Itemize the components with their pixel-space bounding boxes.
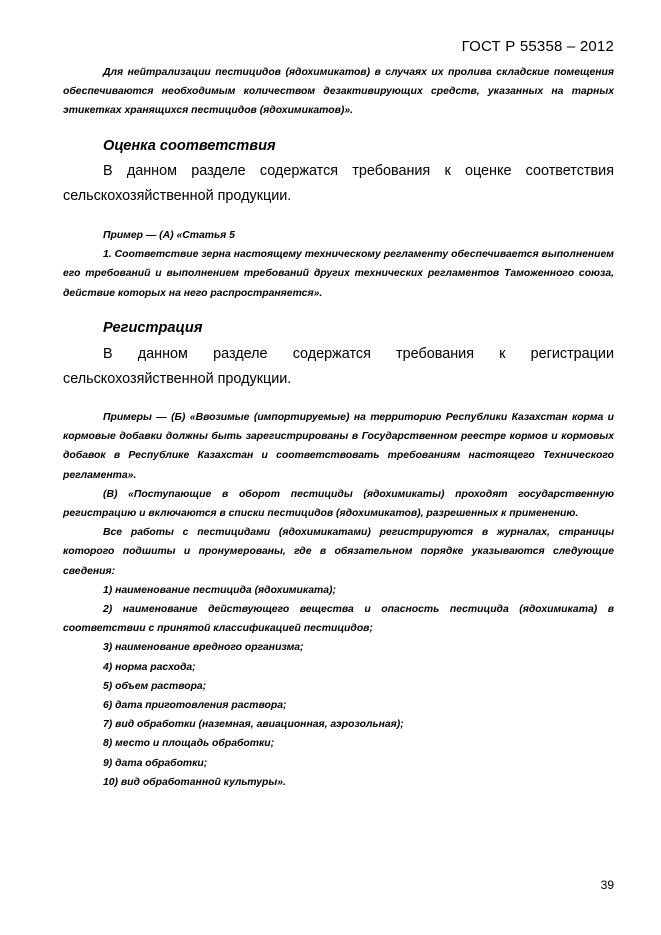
registration-paragraph: Все работы с пестицидами (ядохимикатами) регистрируются в журналах, страницы которого подшиты и пронумерованы, где в обязательном порядке указываются следующие сведения: — [63, 527, 614, 577]
list-item: 4) норма расхода; — [103, 661, 196, 673]
list-item: 7) вид обработки (наземная, авиационная, аэрозольная); — [103, 719, 404, 731]
page-number: 39 — [600, 878, 614, 892]
list-item: 5) объем раствора; — [103, 680, 207, 692]
standard-header: ГОСТ Р 55358 – 2012 — [461, 38, 614, 55]
list-item: 6) дата приготовления раствора; — [103, 700, 287, 712]
heading-conformity: Оценка соответствия — [103, 138, 276, 154]
conformity-body-text: В данном разделе содержатся требования к оценке соответствия сельскохозяйственной продукции. — [63, 163, 614, 204]
conformity-example — [63, 226, 614, 303]
list-item: 3) наименование вредного организма; — [103, 642, 304, 654]
list-item: 9) дата обработки; — [103, 757, 208, 769]
top-note — [63, 63, 614, 121]
list-item: 2) наименование действующего вещества и опасность пестицида (ядохимиката) в соответствии с принятой классификацией пестицидов; — [63, 604, 614, 635]
list-item: 8) место и площадь обработки; — [103, 738, 275, 750]
registration-body-text: В данном разделе содержатся требования к регистрации сельскохозяйственной продукции. — [63, 346, 614, 387]
registration-paragraph: Примеры — (Б) «Ввозимые (импортируемые) на территорию Республики Казахстан корма и кормовые добавки должны быть зарегистрированы в Государственном реестре кормов и кормовых добавок в Республике Казахстан и соответствовать требованиям настоящего Технического регламента». — [63, 412, 614, 481]
list-item: 1) наименование пестицида (ядохимиката); — [103, 584, 336, 596]
registration-details — [63, 408, 614, 792]
registration-body — [63, 342, 614, 392]
list-item: 10) вид обработанной культуры». — [103, 776, 286, 788]
top-note-text: Для нейтрализации пестицидов (ядохимикатов) в случаях их пролива складские помещения обеспечиваются необходимым количеством дезактивирующих средств, указанных на тарных этикетках хранящихся пестицидов (ядохимикатов)». — [63, 67, 614, 117]
conformity-example-text: 1. Соответствие зерна настоящему техническому регламенту обеспечивается выполнением его требований и выполнением требований других технических регламентов Таможенного союза, действие которых на него распространяется». — [63, 249, 614, 299]
conformity-body — [63, 159, 614, 209]
heading-registration: Регистрация — [103, 320, 203, 336]
conformity-example-label: Пример — (А) «Статья 5 — [103, 230, 235, 241]
registration-paragraph: (В) «Поступающие в оборот пестициды (ядохимикаты) проходят государственную регистрацию и включаются в списки пестицидов (ядохимикатов), разрешенных к применению. — [63, 488, 614, 520]
